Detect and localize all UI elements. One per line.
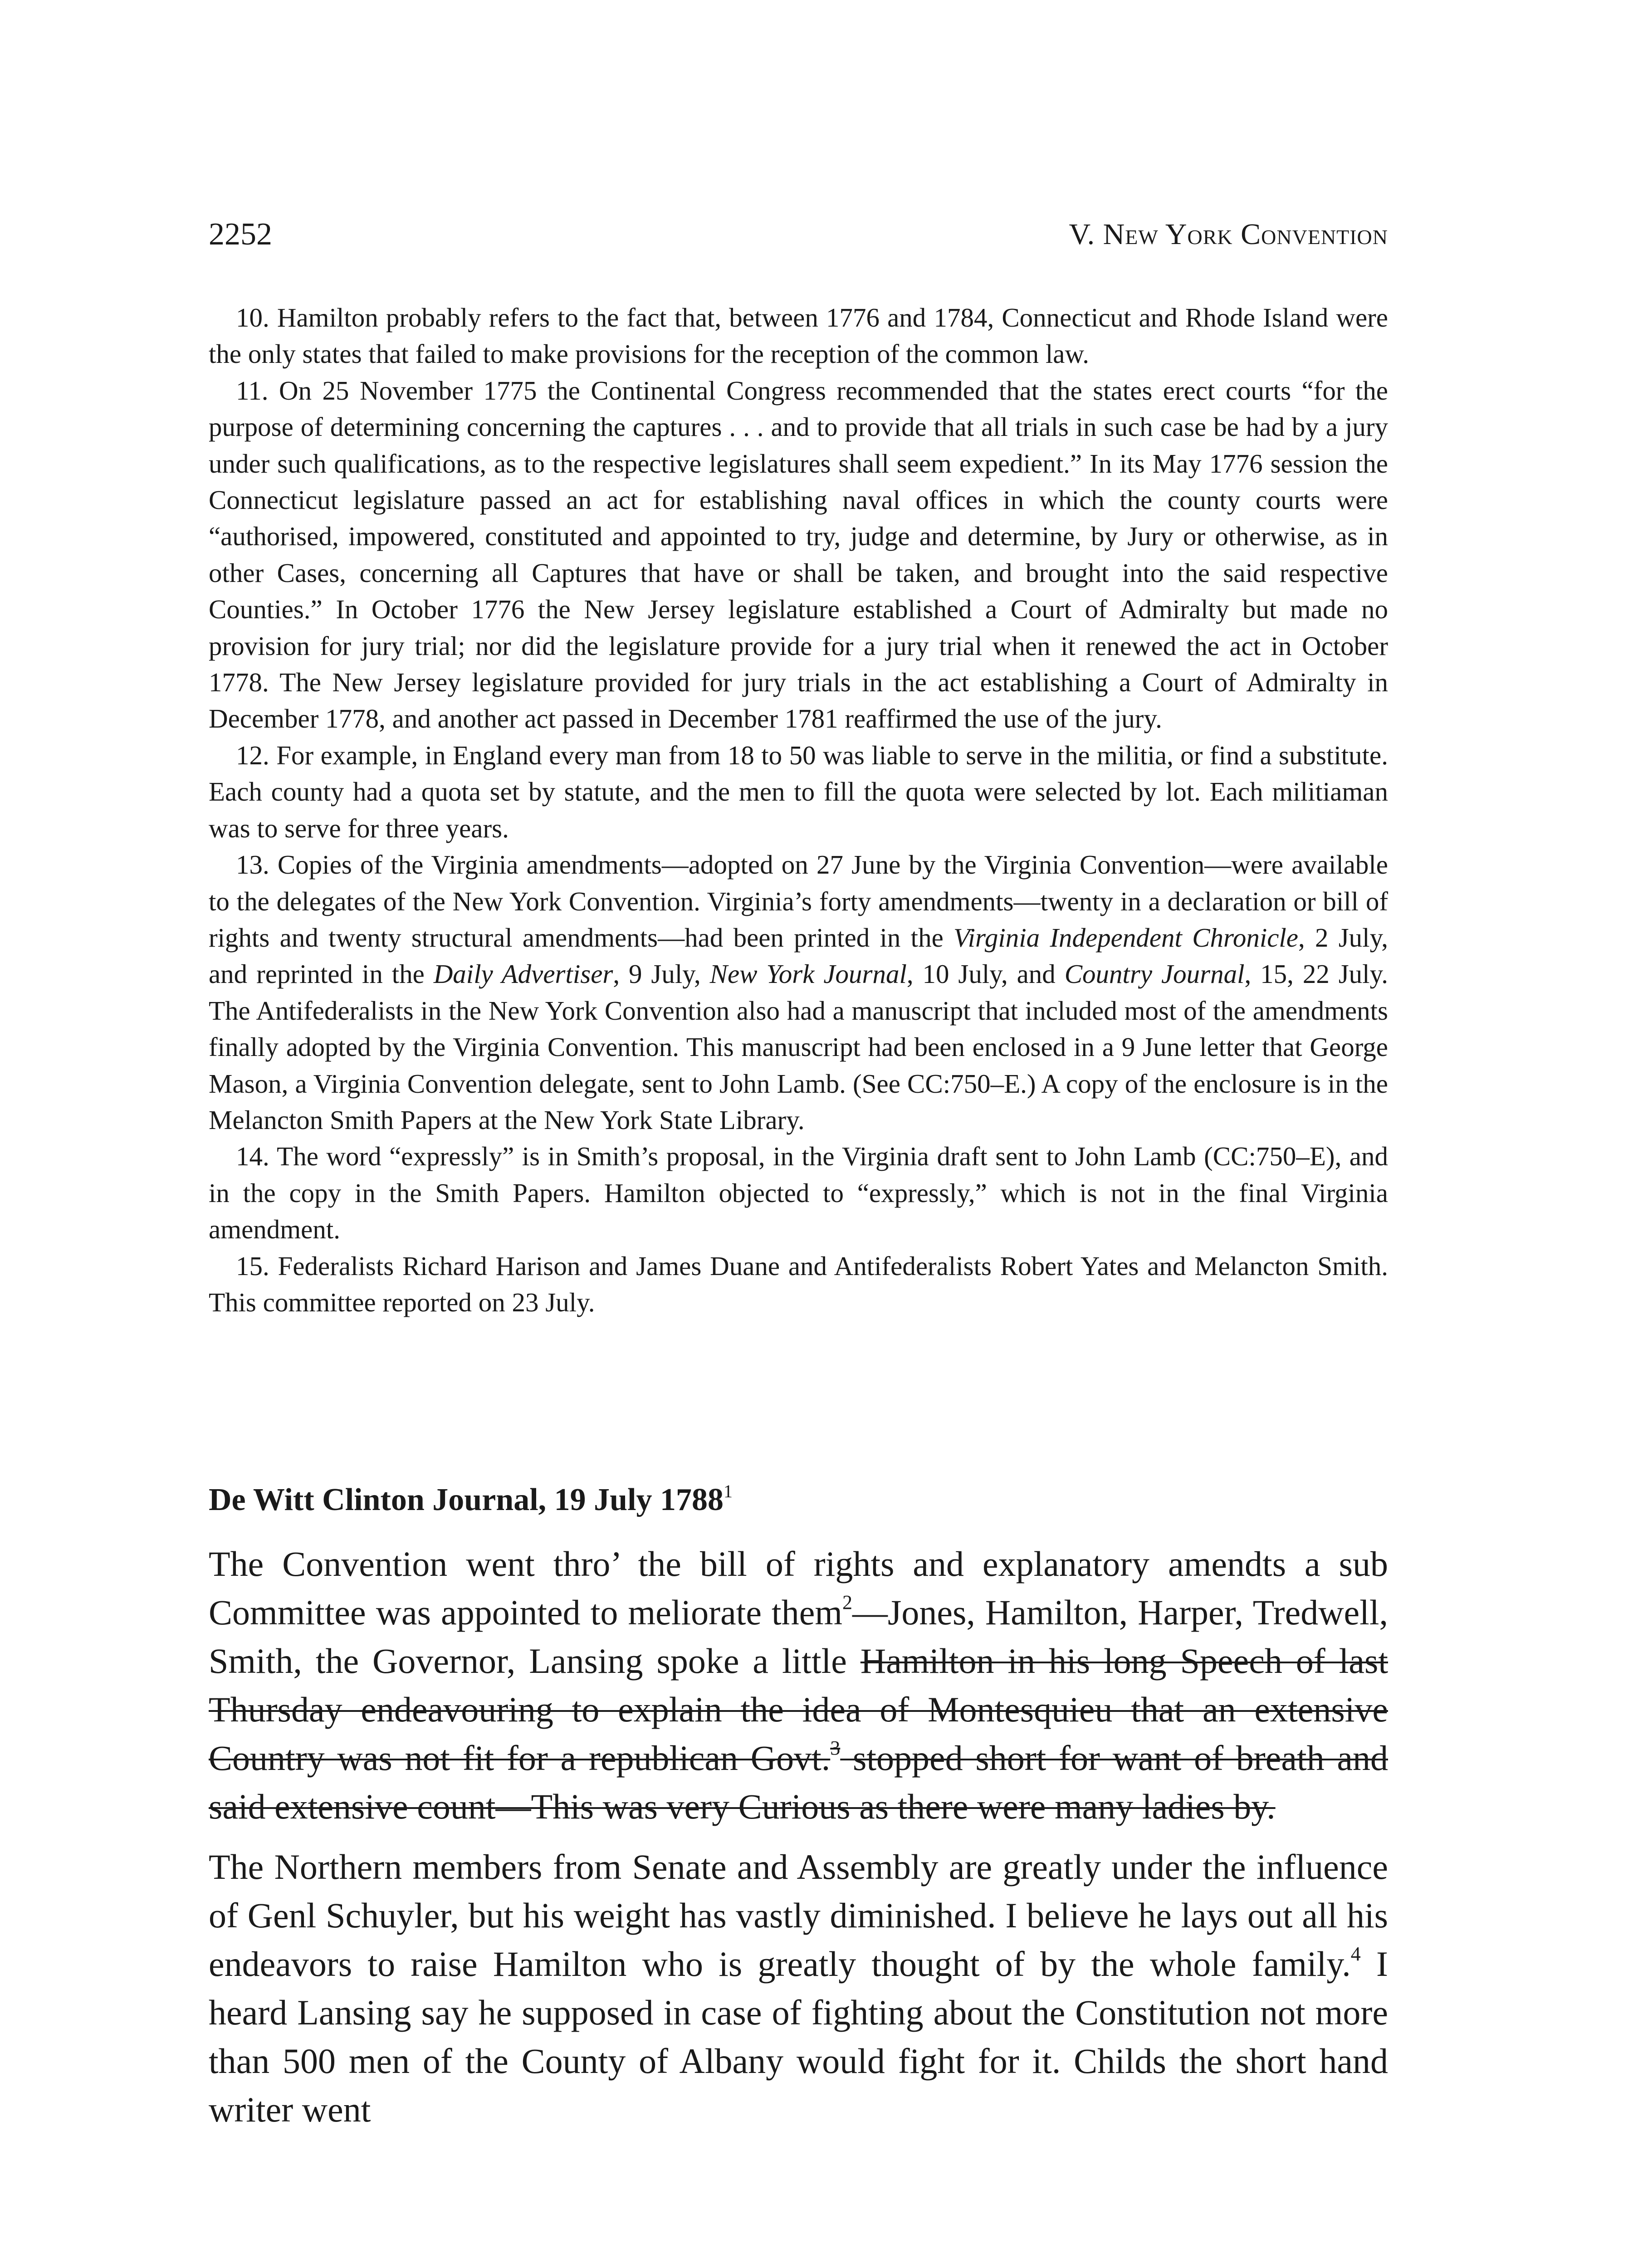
- struck-text: Hamilton in his long Speech of last Thursday endeavouring to explain the idea of Montesquieu that an extensive Country was not fit for a republican Govt.: [209, 1641, 1388, 1778]
- text-segment: I heard Lansing say he supposed in case of fighting about the Constitution not more than 500 men of the County of Albany would fight for it. Childs the short hand writer went: [209, 1944, 1388, 2129]
- text-segment: 14. The word “expressly” is in Smith’s proposal, in the Virginia draft sent to John Lamb (CC:750–E), and in the copy in the Smith Papers. Hamilton objected to “expressly,” which is not in the final Virginia amendment.: [209, 1141, 1388, 1245]
- struck-text: stopped short for want of breath and said extensive count—This was very Curious as there were many ladies by.: [209, 1738, 1388, 1826]
- page-number: 2252: [209, 217, 272, 252]
- section-heading: [209, 1480, 1388, 1520]
- text-segment: 15. Federalists Richard Harison and James Duane and Antifederalists Robert Yates and Melancton Smith. This committee reported on 23 July.: [209, 1251, 1388, 1317]
- note-reference: 2: [842, 1591, 853, 1613]
- text-segment: The Convention went thro’ the bill of rights and explanatory amendts a sub Committee was appointed to meliorate them: [209, 1544, 1388, 1632]
- text-segment: , 9 July,: [613, 959, 710, 989]
- text-segment: The Northern members from Senate and Assembly are greatly under the influence of Genl Schuyler, but his weight has vastly diminished. I believe he lays out all his endeavors to raise Hamilton who is greatly thought of by the whole family.: [209, 1847, 1388, 1984]
- journal-paragraph: [209, 1540, 1388, 1831]
- endnote: [209, 372, 1388, 737]
- running-head: V. New York Convention: [1069, 218, 1388, 251]
- journal-paragraph: [209, 1843, 1388, 2134]
- text-segment: 11. On 25 November 1775 the Continental Congress recommended that the states erect courts “for the purpose of determining concerning the captures . . . and to provide that all trials in such case be had by a jury under such qualifications, as to the respective legislatures shall seem expedient.” In its May 1776 session the Connecticut legislature passed an act for establishing naval offices in which the county courts were “authorised, impowered, constituted and appointed to try, judge and determine, by Jury or otherwise, as in other Cases, concerning all Captures that have or shall be taken, and brought into the said respective Counties.” In October 1776 the New Jersey legislature established a Court of Admiralty but made no provision for jury trial; nor did the legislature provide for a jury trial when it renewed the act in October 1778. The New Jersey legislature provided for jury trials in the act establishing a Court of Admiralty in December 1778, and another act passed in December 1781 reaffirmed the use of the jury.: [209, 375, 1388, 734]
- note-reference: 4: [1350, 1943, 1361, 1965]
- page-header: [209, 214, 1388, 255]
- endnotes: [209, 299, 1388, 1320]
- endnote: [209, 1138, 1388, 1247]
- text-segment: , 15, 22 July. The Antifederalists in the New York Convention also had a manuscript that included most of the amendments finally adopted by the Virginia Convention. This manuscript had been enclosed in a 9 June letter that George Mason, a Virginia Convention delegate, sent to John Lamb. (See CC:750–E.) A copy of the enclosure is in the Melancton Smith Papers at the New York State Library.: [209, 959, 1388, 1135]
- italic-title: Daily Advertiser: [433, 959, 613, 989]
- italic-title: Country Journal: [1064, 959, 1245, 989]
- endnote: [209, 737, 1388, 846]
- text-segment: —Jones, Hamilton, Harper, Tredwell, Smith, the Governor, Lansing spoke a little: [209, 1593, 1388, 1681]
- section-title-note-ref: 1: [724, 1481, 733, 1501]
- section-title: De Witt Clinton Journal, 19 July 1788: [209, 1482, 724, 1517]
- note-reference: 3: [830, 1737, 841, 1759]
- endnote: [209, 1248, 1388, 1321]
- endnote: [209, 299, 1388, 372]
- text-segment: , 2 July, and reprinted in the: [209, 922, 1388, 989]
- italic-title: New York Journal: [709, 959, 907, 989]
- text-segment: 13. Copies of the Virginia amendments—adopted on 27 June by the Virginia Convention—were available to the delegates of the New York Convention. Virginia’s forty amendments—twenty in a declaration or bill of rights and twenty structural amendments—had been printed in the: [209, 850, 1388, 953]
- endnote: [209, 846, 1388, 1138]
- text-segment: , 10 July, and: [906, 959, 1065, 989]
- text-segment: 10. Hamilton probably refers to the fact that, between 1776 and 1784, Connecticut and Rhode Island were the only states that failed to make provisions for the reception of the common law.: [209, 303, 1388, 369]
- italic-title: Virginia Independent Chronicle: [953, 922, 1298, 953]
- text-segment: 12. For example, in England every man from 18 to 50 was liable to serve in the militia, or find a substitute. Each county had a quota set by statute, and the men to fill the quota were selected by lot. Each militiaman was to serve for three years.: [209, 740, 1388, 843]
- journal-text: [209, 1540, 1388, 2146]
